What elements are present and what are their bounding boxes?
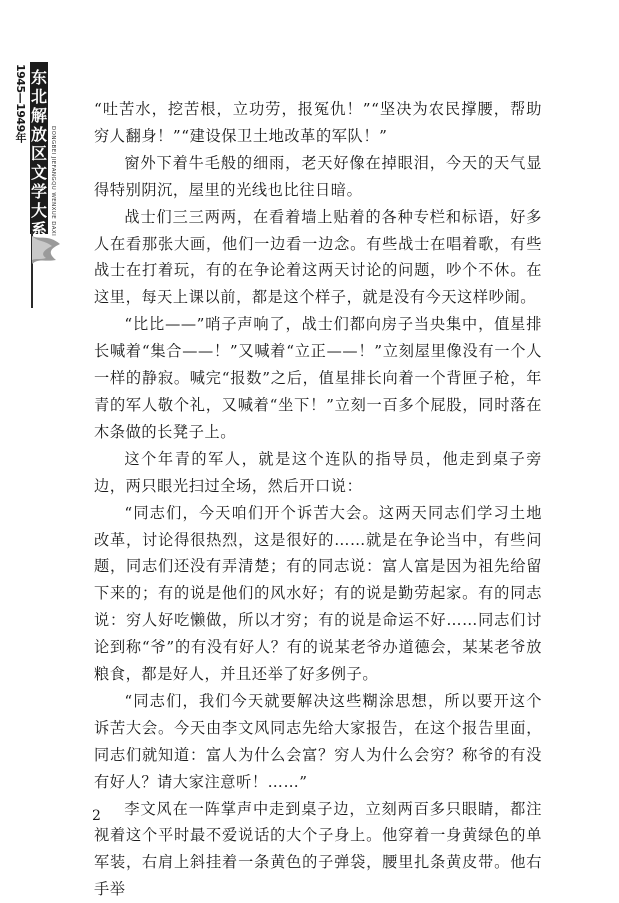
page-number: 2 bbox=[92, 808, 101, 824]
series-title-char: 解 bbox=[30, 106, 47, 125]
series-title-band bbox=[30, 62, 48, 239]
paragraph: “吐苦水，挖苦根，立功劳，报冤仇！”“坚决为农民撑腰，帮助穷人翻身！”“建设保卫土地改革的军队！” bbox=[94, 100, 542, 145]
series-years: 1945—1949年 bbox=[14, 64, 27, 143]
series-title-char: 系 bbox=[30, 220, 47, 239]
body-text bbox=[94, 96, 542, 903]
paragraph: 这个年青的军人，就是这个连队的指导员，他走到桌子旁边，两只眼光扫过全场，然后开口说： bbox=[94, 449, 542, 495]
paragraph: “同志们，今天咱们开个诉苦大会。这两天同志们学习土地改革，讨论得很热烈，这是很好的……就是在争论当中，有些问题，同志们还没有弄清楚；有的同志说：富人富是因为祖先给留下来的；有的说是他们的风水好；有的说是勤劳起家。有的同志说：穷人好吃懒做，所以才穷；有的说是命运不好……同志们讨论到称“爷”的有没有好人？有的说某老爷办道德会，某某老爷放粮食，都是好人，并且还举了好多例子。 bbox=[94, 503, 542, 684]
series-title-char: 东 bbox=[30, 68, 47, 87]
series-title-char: 区 bbox=[30, 144, 47, 163]
series-pinyin: DONGBEI JIEFANGQU WENXUE DAXI bbox=[50, 126, 56, 237]
paragraph: “比比——”哨子声响了，战士们都向房子当央集中，值星排长喊着“集合——！”又喊着“立正——！”立刻屋里像没有一个人一样的静寂。喊完“报数”之后，值星排长向着一个背匣子枪，年青的军人敬个礼，又喊着“坐下！”立刻一百多个屁股，同时落在木条做的长凳子上。 bbox=[94, 315, 542, 441]
series-title-char: 学 bbox=[30, 182, 47, 201]
series-sidebar bbox=[14, 62, 62, 312]
paragraph: “同志们，我们今天就要解决这些糊涂思想，所以要开这个诉苦大会。今天由李文风同志先给大家报告，在这个报告里面，同志们就知道：富人为什么会富？穷人为什么会穷？称爷的有没有好人？请大家注意听！……” bbox=[94, 691, 542, 791]
paragraph: 窗外下着牛毛般的细雨，老天好像在掉眼泪，今天的天气显得特别阴沉，屋里的光线也比往日暗。 bbox=[94, 153, 542, 199]
series-title-char: 放 bbox=[30, 125, 47, 144]
series-title-char: 北 bbox=[30, 87, 47, 106]
paragraph: 战士们三三两两，在看着墙上贴着的各种专栏和标语，好多人在看那张大画，他们一边看一边念。有些战士在唱着歌，有些战士在打着玩，有的在争论着这两天讨论的问题，吵个不休。在这里，每天上课以前，都是这个样子，就是没有今天这样吵闹。 bbox=[94, 207, 542, 307]
paragraph: 李文风在一阵掌声中走到桌子边，立刻两百多只眼睛，都注视着这个平时最不爱说话的大个子身上。他穿着一身黄绿色的单军装，右肩上斜挂着一条黄色的子弹袋，腰里扎条黄皮带。他右手举 bbox=[94, 799, 542, 899]
series-title-char: 大 bbox=[30, 201, 47, 220]
flag-icon bbox=[22, 230, 62, 310]
series-title-char: 文 bbox=[30, 163, 47, 182]
